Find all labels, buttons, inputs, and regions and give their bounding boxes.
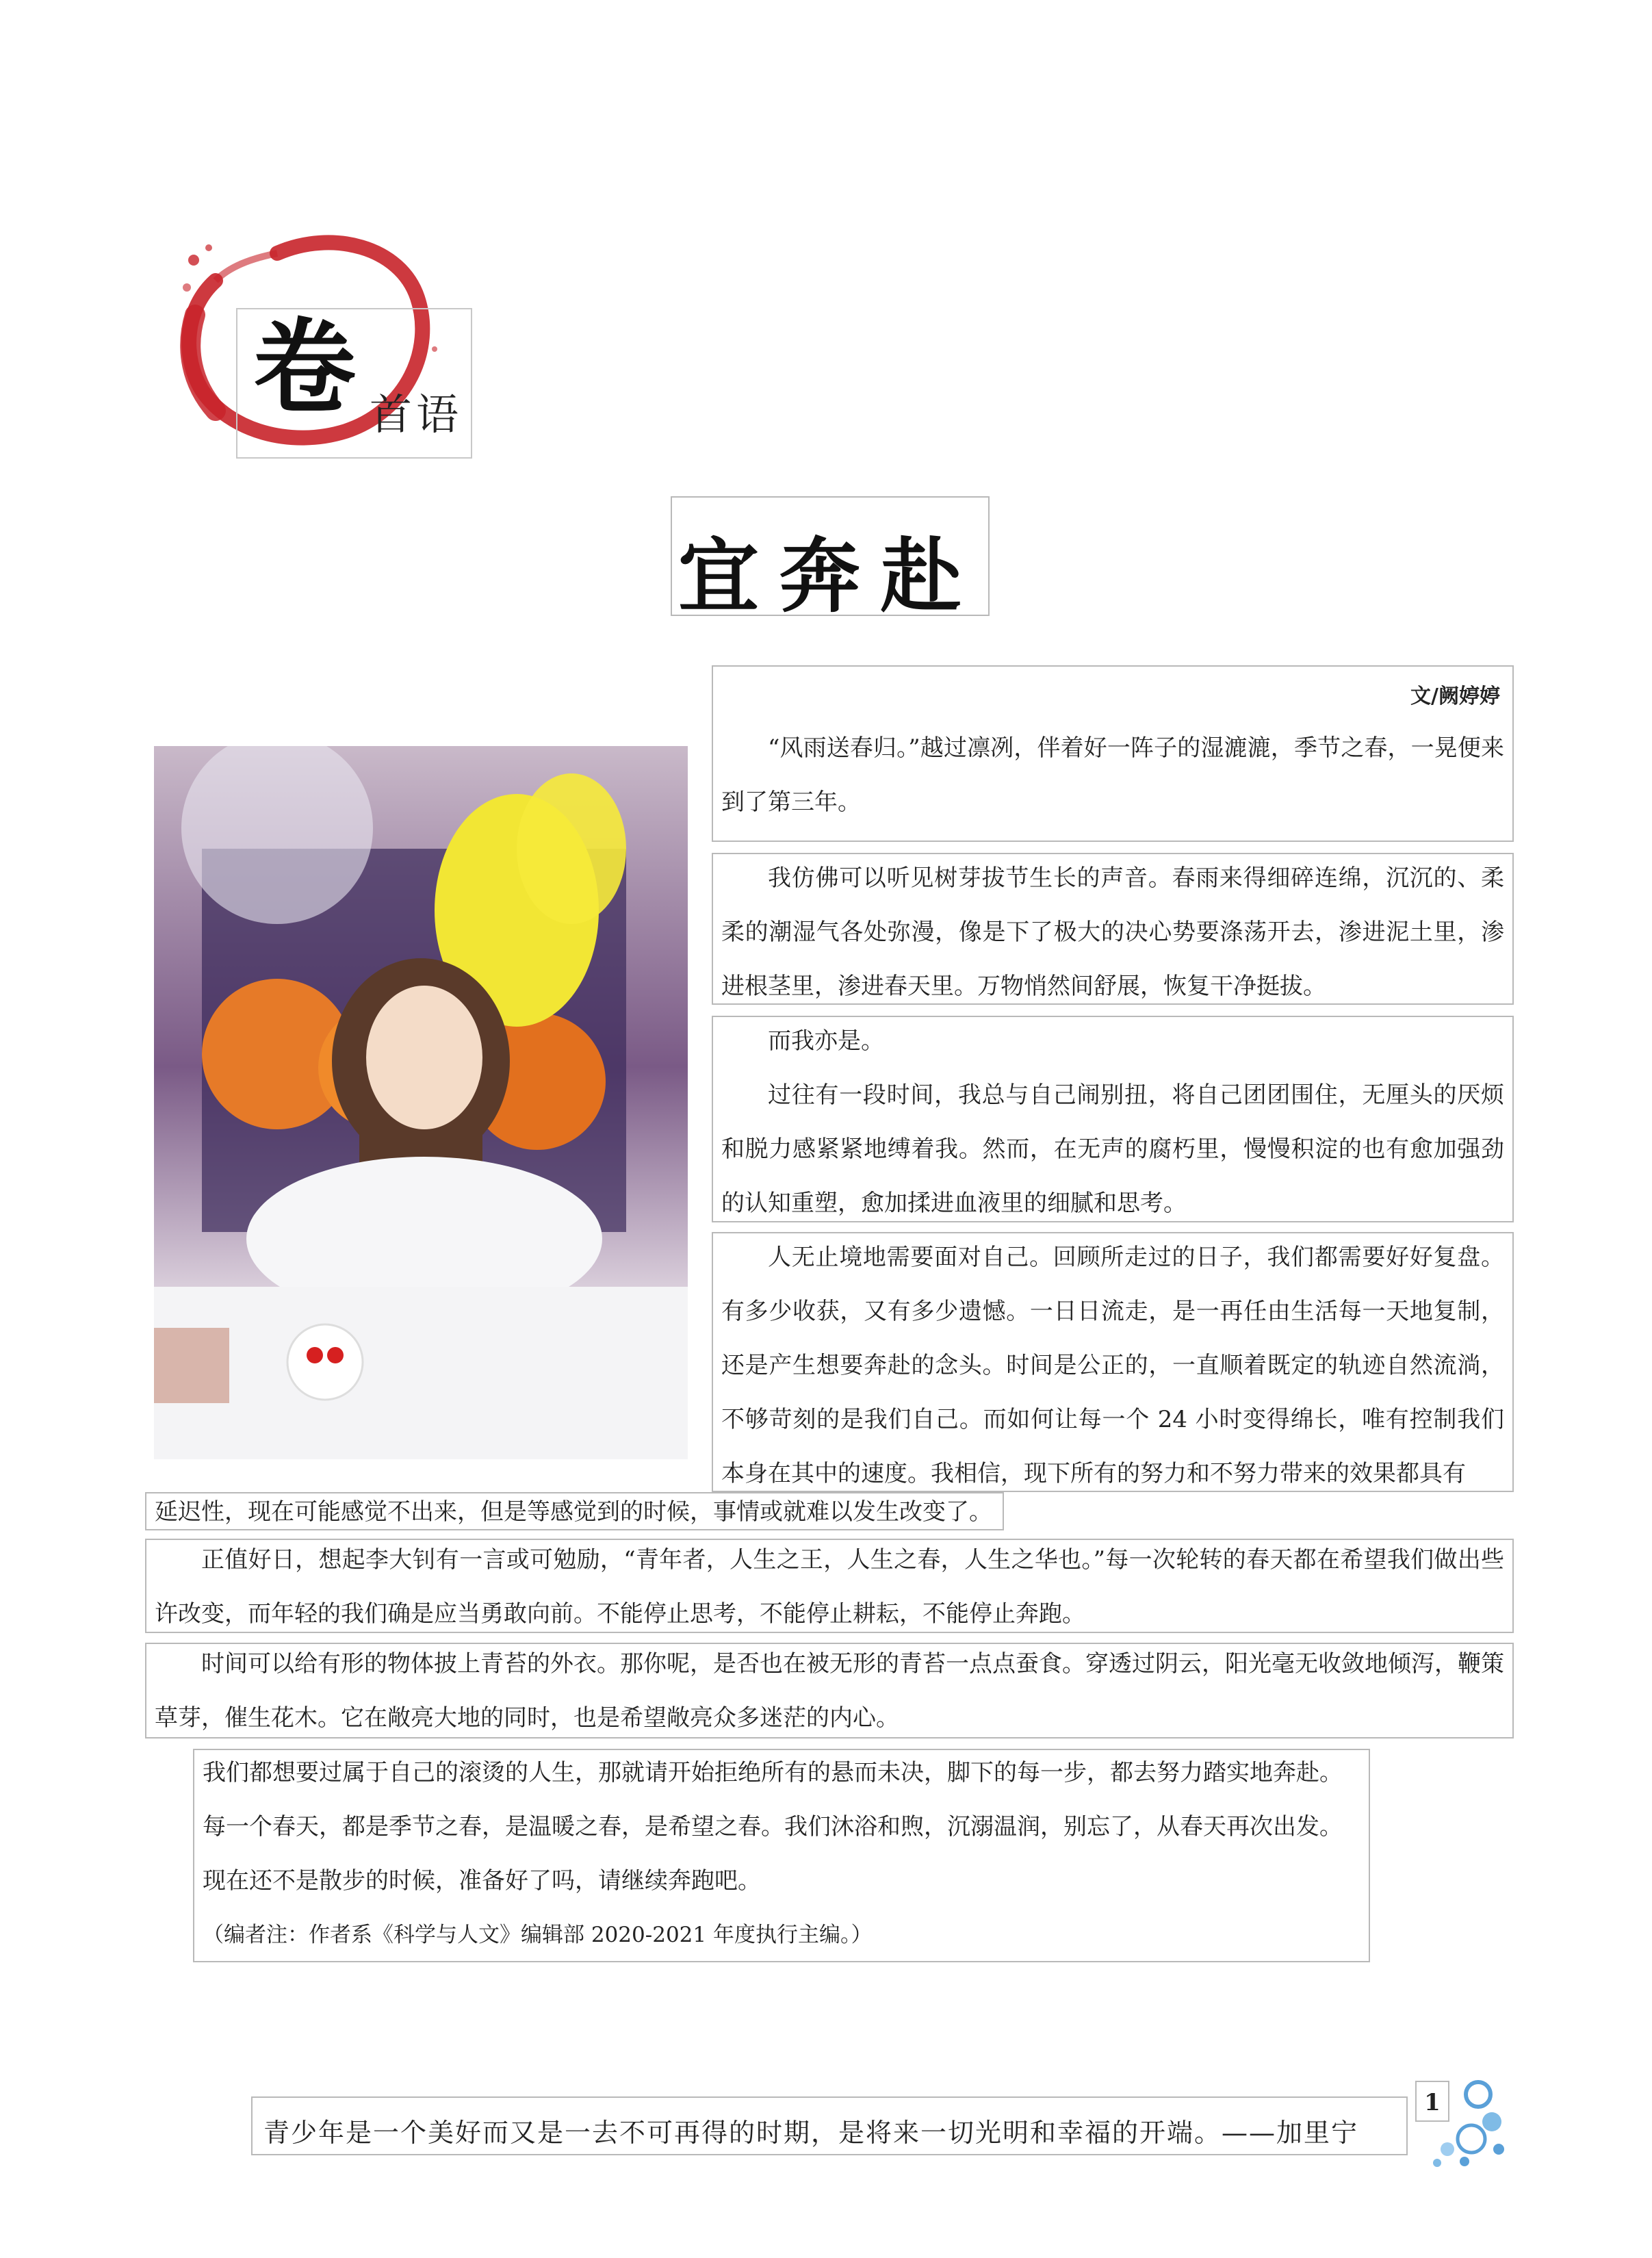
paragraph-7c: 现在还不是散步的时候，准备好了吗，请继续奔跑吧。 bbox=[203, 1867, 761, 1895]
title-box bbox=[671, 496, 990, 624]
paragraph-2: 我仿佛可以听见树芽拔节生长的声音。春雨来得细碎连绵，沉沉的、柔柔的潮湿气各处弥漫，像是下了极大的决心势要涤荡开去，渗进泥土里，渗进根茎里，渗进春天里。万物悄然间舒展，恢复干净挺拔。 bbox=[721, 864, 1504, 1000]
page-number-box bbox=[1415, 2081, 1449, 2122]
text-block-4-continued bbox=[145, 1492, 1004, 1530]
article-title: 宜奔赴 bbox=[677, 528, 982, 624]
text-block-5 bbox=[145, 1539, 1514, 1633]
header-shouyu-label: 首语 bbox=[370, 389, 463, 439]
text-block-7 bbox=[193, 1749, 1370, 1962]
editor-note: （编者注：作者系《科学与人文》编辑部 2020-2021 年度执行主编。） bbox=[203, 1923, 873, 1947]
author-byline: 文/阙婷婷 bbox=[1410, 684, 1500, 708]
paragraph-6: 时间可以给有形的物体披上青苔的外衣。那你呢，是否也在被无形的青苔一点点蚕食。穿透过阴云，阳光毫无收敛地倾泻，鞭策草芽，催生花木。它在敞亮大地的同时，也是希望敞亮众多迷茫的内心。 bbox=[155, 1650, 1504, 1732]
page-number: 1 bbox=[1424, 2089, 1441, 2116]
text-block-6 bbox=[145, 1643, 1514, 1739]
text-block-3 bbox=[712, 1016, 1514, 1222]
text-block-2 bbox=[712, 853, 1514, 1005]
paragraph-3b: 过往有一段时间，我总与自己闹别扭，将自己团团围住，无厘头的厌烦和脱力感紧紧地缚着我。然而，在无声的腐朽里，慢慢积淀的也有愈加强劲的认知重塑，愈加揉进血液里的细腻和思考。 bbox=[721, 1081, 1504, 1217]
text-block-1 bbox=[712, 665, 1514, 842]
header-juan-character: 卷 bbox=[253, 307, 357, 428]
author-photo bbox=[154, 746, 688, 1459]
paragraph-7a: 我们都想要过属于自己的滚烫的人生，那就请开始拒绝所有的悬而未决，脚下的每一步，都去努力踏实地奔赴。 bbox=[203, 1759, 1343, 1786]
paragraph-4b: 延迟性，现在可能感觉不出来，但是等感觉到的时候，事情或就难以发生改变了。 bbox=[155, 1498, 992, 1526]
paragraph-7b: 每一个春天，都是季节之春，是温暖之春，是希望之春。我们沐浴和煦，沉溺温润，别忘了，从春天再次出发。 bbox=[203, 1813, 1343, 1840]
paragraph-1: “风雨送春归。”越过凛冽，伴着好一阵子的湿漉漉，季节之春，一晃便来到了第三年。 bbox=[721, 734, 1504, 816]
paragraph-4a: 人无止境地需要面对自己。回顾所走过的日子，我们都需要好好复盘。有多少收获，又有多少遗憾。一日日流走，是一再任由生活每一天地复制，还是产生想要奔赴的念头。时间是公正的，一直顺着既定的轨迹自然流淌，不够苛刻的是我们自己。而如何让每一个 24 小时变得绵长，唯有控制我们本身在其中的速度。我相信，现下所有的努力和不努力带来的效果都具有 bbox=[721, 1244, 1504, 1487]
footer-quote: 青少年是一个美好而又是一去不可再得的时期，是将来一切光明和幸福的开端。——加里宁 bbox=[263, 2118, 1359, 2148]
paragraph-5: 正值好日，想起李大钊有一言或可勉励，“青年者，人生之王，人生之春，人生之华也。”每一次轮转的春天都在希望我们做出些许改变，而年轻的我们确是应当勇敢向前。不能停止思考，不能停止耕耘，不能停止奔跑。 bbox=[155, 1546, 1504, 1628]
footer-quote-box bbox=[251, 2096, 1408, 2155]
paragraph-3a: 而我亦是。 bbox=[768, 1027, 884, 1055]
text-block-4 bbox=[712, 1232, 1514, 1492]
